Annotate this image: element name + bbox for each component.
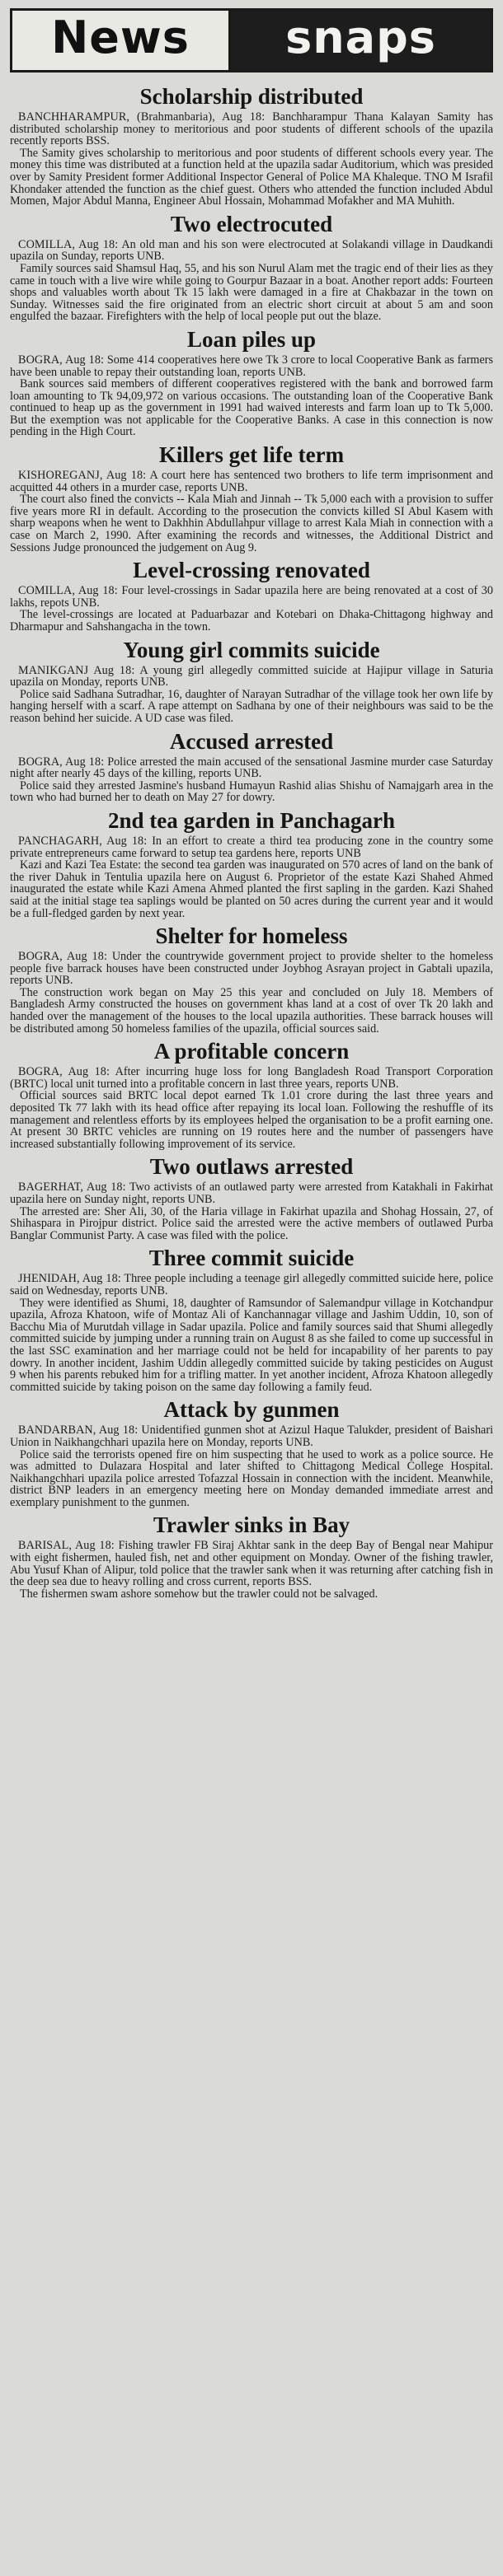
story-attack (10, 1397, 493, 1508)
lead-text: A court here has sentenced two brothers to life term imprisonment and acquitted 44 others in a murder case, reports UNB. (10, 469, 493, 494)
lead-text: A young girl allegedly committed suicide at Hajipur village in Saturia upazila on Monday, reports UNB. (10, 663, 494, 690)
headline: Loan piles up (186, 326, 317, 352)
story-profitable-concern (10, 1039, 493, 1150)
lead-text: Banchharampur Thana Kalayan Samity has distributed scholarship money to meritorious and poor students of different schools of the upazila recently reports BSS. (10, 110, 493, 148)
dateline: MANIKGANJ Aug 18: (18, 663, 135, 677)
dateline: BOGRA, Aug 18: (18, 950, 107, 964)
lead-paragraph (10, 1540, 493, 1587)
dateline: PANCHAGARH, Aug 18: (18, 834, 148, 848)
dateline: BANCHHARAMPUR, (Brahmanbaria), Aug 18: (18, 110, 266, 124)
body-paragraph: The level-crossings are located at Paduarbazar and Kotebari on Dhaka-Chittagong highway and Dharmapur and Sahshangacha in the town. (10, 608, 493, 633)
body-paragraph: Official sources said BRTC local depot earned Tk 1.01 crore during the last three years and deposited Tk 77 lakh with its head office after repaying its local loan. Following the reshuffle of its management and relentless efforts by its employees helped the organisation to be a profit earning one. At present 30 BRTC vehicles are running on 19 routes here and the number of passengers have increased substantially following improvement of its service. (10, 1089, 493, 1151)
body-paragraph: They were identified as Shumi, 18, daughter of Ramsundor of Salemandpur village in Kotchandpur upazila, Afroza Khatoon, wife of Montaz Ali of Kanchannagar village and Jashim Uddin, 10, son of Bacchu Mia of Murutdah village in Sadar upazila. Police and family sources said that Shumi allegedly committed suicide by jumping under a running train on August 8 as she failed to come up successful in the last SSC examination and her marriage could not be held for incapability of her parents to pay dowry. In another incident, Jashim Uddin allegedly committed suicide by taking pesticides on August 9 when his parents rebuked him for a trifling matter. In yet another incident, Afroza Khatoon allegedly committed suicide by taking poison on the same day following a family feud. (10, 1296, 493, 1394)
headline: 2nd tea garden in Panchagarh (107, 807, 396, 833)
story-shelter (10, 923, 493, 1035)
headline: Accused arrested (169, 728, 334, 754)
lead-paragraph (10, 111, 493, 147)
story-accused-arrested (10, 729, 493, 804)
dateline: COMILLA, Aug 18: (18, 584, 118, 598)
story-three-suicide (10, 1246, 493, 1393)
lead-text: Police arrested the main accused of the sensational Jasmine murder case Saturday night after nearly 45 days of the killing, reports UNB. (10, 755, 494, 781)
lead-paragraph (10, 354, 493, 378)
lead-text: In an effort to create a third tea producing zone in the country some private entrepreneurs came forward to setup tea gardens here, reports UNB (10, 834, 493, 860)
lead-paragraph (10, 585, 493, 609)
masthead-news-word: News (12, 11, 231, 70)
headline: Scholarship distributed (139, 84, 364, 109)
story-electrocuted (10, 212, 493, 323)
body-paragraph: Police said the terrorists opened fire on him suspecting that he used to work as a police source. He was admitted to Dulazara Hospital and later shifted to Chittagong Medical College Hospital. Naikhangchhari upazila police arrested Tofazzal Hossain in connection with the incident. Meanwhile, district BNP leaders in an emergency meeting here on Monday demanded immediate arrest and exemplary punishment to the gunmen. (10, 1447, 493, 1509)
headline: Three commit suicide (148, 1246, 355, 1271)
lead-paragraph (10, 1424, 493, 1448)
dateline: BOGRA, Aug 18: (18, 353, 105, 367)
dateline: BARISAL, Aug 18: (18, 1539, 115, 1553)
lead-text: Under the countrywide government project to provide shelter to the homeless people five barrack houses have been constructed under Joybhog Asrayan project in Gabtali upazila, reports UNB. (10, 950, 494, 988)
body-paragraph: The arrested are: Sher Ali, 30, of the Haria village in Fakirhat upazila and Shohag Hossain, 27, of Shihaspara in Pirojpur district. Police said the arrested were the active members of outlawed Purba Banglar Communist Party. A case was filed with the police. (10, 1204, 493, 1242)
lead-paragraph (10, 1066, 493, 1090)
lead-paragraph (10, 756, 493, 780)
headline: Shelter for homeless (155, 923, 348, 949)
story-outlaws (10, 1154, 493, 1241)
lead-paragraph (10, 835, 493, 859)
headline: Attack by gunmen (163, 1397, 340, 1423)
masthead (10, 8, 493, 72)
dateline: BAGERHAT, Aug 18: (18, 1180, 126, 1194)
dateline: COMILLA, Aug 18: (18, 237, 119, 251)
headline: Two outlaws arrested (149, 1154, 354, 1180)
dateline: KISHOREGANJ, Aug 18: (18, 469, 147, 483)
lead-text: Three people including a teenage girl allegedly committed suicide here, police said on Wednesday, reports UNB. (10, 1272, 493, 1297)
body-paragraph: Police said they arrested Jasmine's husband Humayun Rashid alias Shishu of Namajgarh area in the town who had burned her to death on May 27 for dowry. (10, 778, 493, 805)
lead-text: After incurring huge loss for long Bangladesh Road Transport Corporation (BRTC) local unit turned into a profitable concern in last three years, reports UNB. (10, 1065, 493, 1091)
lead-text: Fishing trawler FB Siraj Akhtar sank in the deep Bay of Bengal near Mahipur with eight fishermen, hauled fish, net and other equipment on Monday. Owner of the fishing trawler, Abu Yusuf Khan of Alipur, told police that the trawler sank when it was returning after catching fish in the deep sea due to heavy rolling and cross current, reports BSS. (10, 1539, 494, 1589)
lead-text: Unidentified gunmen shot at Azizul Haque Talukder, president of Baishari Union in Naikhangchhari upazila here on Monday, reports UNB. (10, 1424, 494, 1449)
dateline: JHENIDAH, Aug 18: (18, 1272, 121, 1286)
masthead-snaps-word: snaps (231, 11, 491, 70)
story-killers (10, 442, 493, 554)
dateline: BOGRA, Aug 18: (18, 1065, 110, 1079)
headline: Killers get life term (158, 442, 345, 468)
lead-text: Two activists of an outlawed party were arrested from Katakhali in Fakirhat upazila here on Sunday night, reports UNB. (10, 1180, 493, 1206)
story-young-girl-suicide (10, 638, 493, 725)
dateline: BANDARBAN, Aug 18: (18, 1424, 139, 1438)
lead-text: An old man and his son were electrocuted at Solakandi village in Daudkandi upazila on Sunday, reports UNB. (10, 237, 493, 264)
headline: Young girl commits suicide (123, 637, 380, 662)
body-paragraph: The court also fined the convicts -- Kala Miah and Jinnah -- Tk 5,000 each with a provision to suffer five years more RI in default. According to the prosecution the convicts killed SI Abul Kasem with sharp weapons when he went to Dakhhin Abdullahpur village to arrest Kala Miah in connection with a case on March 2, 1990. After examining the records and witnesses, the Additional District and Sessions Judge pronounced the judgement on Aug 9. (10, 493, 493, 554)
headline: A profitable concern (153, 1039, 350, 1064)
story-loan (10, 327, 493, 438)
lead-text: Four level-crossings in Sadar upazila here are being renovated at a cost of 30 lakhs, repots UNB. (10, 584, 493, 610)
lead-paragraph (10, 1273, 493, 1297)
dateline: BOGRA, Aug 18: (18, 755, 105, 769)
body-paragraph: The fishermen swam ashore somehow but the trawler could not be salvaged. (20, 1587, 378, 1601)
story-tea-garden (10, 808, 493, 919)
body-paragraph: Police said Sadhana Sutradhar, 16, daughter of Narayan Sutradhar of the village took her own life by hanging herself with a scarf. A rape attempt on Sadhana by one of their neighbours was said to be the reason behind her suicide. A UD case was filed. (10, 687, 493, 725)
body-paragraph: The Samity gives scholarship to meritorious and poor students of different schools every year. The money this time was distributed at a function held at the upazila sadar Auditorium, which was presided over by Samity President former Additional Inspector General of Police MA Khaleque. TNO M Israfil Khondaker attended the function as the chief guest. Others who attended the function included Abdul Momen, Major Abdul Manna, Engineer Abul Hossain, Mohammad Mofakher and MA Muhith. (10, 146, 493, 208)
body-paragraph: The construction work began on May 25 this year and concluded on July 18. Members of Bangladesh Army constructed the houses on government khas land at a cost of over Tk 20 lakh and handed over the management of the houses to the local upazila authorities. These barrack houses will be distributed among 50 homeless families of the upazila, official sources said. (10, 985, 493, 1036)
body-paragraph: Kazi and Kazi Tea Estate: the second tea garden was inaugurated on 570 acres of land on the bank of the river Dahuk in Tentulia upazila here on August 6. Proprietor of the estate Kazi Shahed Ahmed inaugurated the estate while Kazi Amena Ahmed planted the first sapling in the garden. Kazi Shahed said at the initial stage tea saplings would be planted on 50 acres during the current year and it would be a full-fledged garden by next year. (10, 858, 493, 920)
story-level-crossing (10, 558, 493, 633)
body-paragraph: Family sources said Shamsul Haq, 55, and his son Nurul Alam met the tragic end of their lies as they came in touch with a live wire while going to Gourpur Bazaar in a boat. Another report adds: Fourteen shops and valuables worth about Tk 15 lakh were damaged in a fire at Chakbazar in the town on Sunday. Witnesses said the fire originated from an electric short circuit at about 5 am and soon engulfed the bazaar. Firefighters with the help of local people put out the blaze. (10, 261, 493, 324)
lead-paragraph (10, 951, 493, 987)
story-trawler (10, 1512, 493, 1600)
lead-paragraph (10, 239, 493, 263)
story-scholarship (10, 84, 493, 208)
headline: Level-crossing renovated (133, 558, 370, 583)
lead-paragraph (10, 470, 493, 493)
lead-paragraph (10, 665, 493, 689)
headline: Trawler sinks in Bay (153, 1512, 350, 1538)
lead-text: Some 414 cooperatives here owe Tk 3 crore to local Cooperative Bank as farmers have been unable to repay their outstanding loan, reports UNB. (10, 353, 493, 379)
lead-paragraph (10, 1181, 493, 1205)
headline: Two electrocuted (170, 211, 333, 236)
body-paragraph: Bank sources said members of different cooperatives registered with the bank and borrowed farm loan amounting to Tk 94,09,972 on various occasions. The outstanding loan of the Cooperative Bank continued to heap up as the government in 1991 had waived interests and farm loan up to Tk 5,000. But the exemption was not applicable for the Cooperative Banks. A case in this connection is now pending in the High Court. (10, 377, 493, 439)
